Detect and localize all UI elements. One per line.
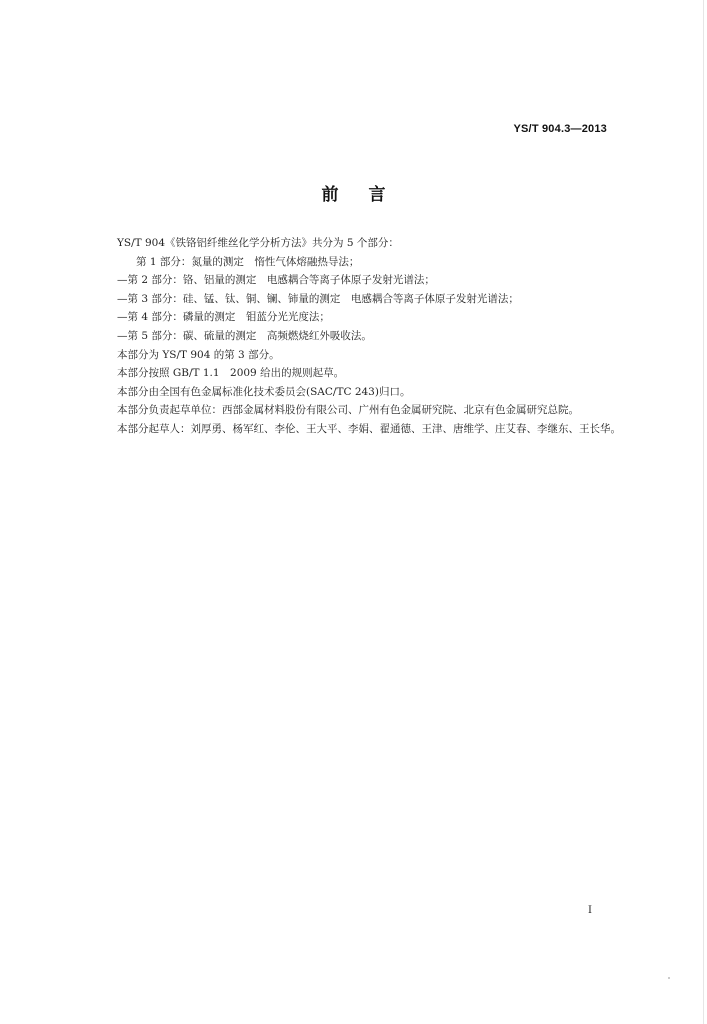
foreword-body xyxy=(117,234,621,439)
standard-number: YS/T 904.3—2013 xyxy=(513,123,607,135)
foreword-line: 本部分按照 GB/T 1.1 2009 给出的规则起草。 xyxy=(117,367,345,380)
page-edge-line xyxy=(703,0,704,1024)
foreword-line: 本部分为 YS/T 904 的第 3 部分。 xyxy=(117,348,280,361)
page-title: 前言 xyxy=(321,185,416,205)
part-list-item: —第 5 部分：碳、硫量的测定 高频燃烧红外吸收法。 xyxy=(117,329,372,342)
foreword-line: 本部分由全国有色金属标准化技术委员会(SAC/TC 243)归口。 xyxy=(117,385,411,398)
foreword-line: 本部分起草人：刘厚勇、杨军红、李伦、王大平、李娟、翟通德、王津、唐维学、庄艾春、李继东、王长华。 xyxy=(117,422,621,435)
part-list-item: —第 4 部分：磷量的测定 钼蓝分光光度法； xyxy=(117,311,330,324)
foreword-line: YS/T 904《铁铬铝纤维丝化学分析方法》共分为 5 个部分： xyxy=(117,237,399,249)
foreword-line: 本部分负责起草单位：西部金属材料股份有限公司、广州有色金属研究院、北京有色金属研究总院。 xyxy=(117,404,579,417)
page-number: I xyxy=(588,905,592,916)
part-list-item: —第 2 部分：铬、铝量的测定 电感耦合等离子体原子发射光谱法； xyxy=(117,274,435,287)
part-list-item: —第 3 部分：硅、锰、钛、铜、镧、铈量的测定 电感耦合等离子体原子发射光谱法； xyxy=(117,292,519,305)
part-list-item: 第 1 部分：氮量的测定 惰性气体熔融热导法； xyxy=(136,255,360,268)
scan-speck xyxy=(668,977,670,979)
